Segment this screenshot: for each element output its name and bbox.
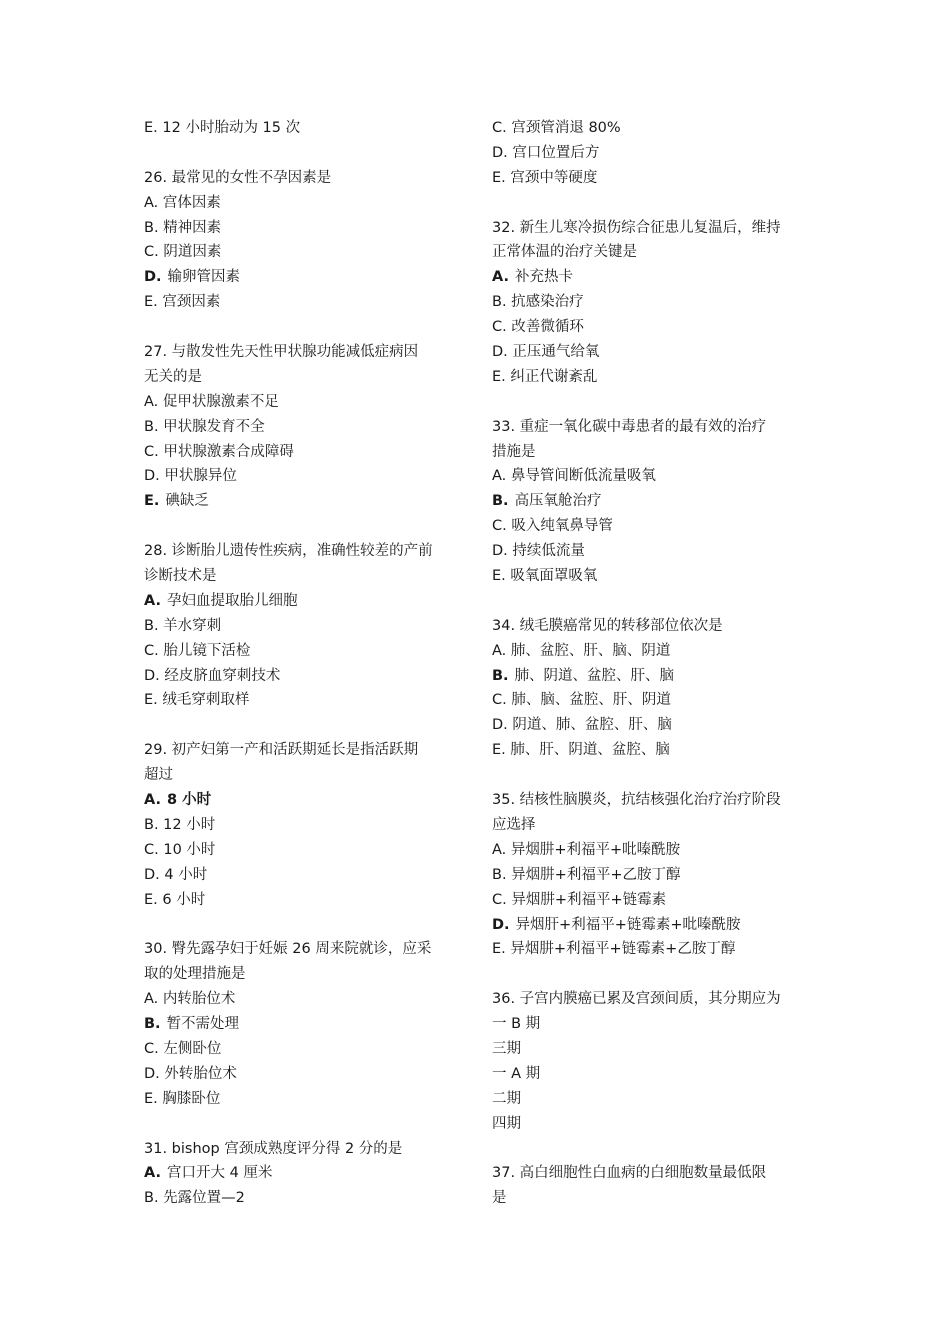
question-text: 31. bishop 宫颈成熟度评分得 2 分的是 [144, 1140, 403, 1157]
block-spacer [492, 763, 822, 788]
answer-option: B. 异烟肼+利福平+乙胺丁醇 [492, 866, 681, 883]
question-block [492, 614, 822, 763]
question-text: 诊断技术是 [144, 568, 217, 585]
block-spacer [144, 514, 474, 539]
option-text: 碘缺乏 [165, 493, 209, 510]
correct-answer-option [492, 265, 822, 290]
question-block [144, 166, 474, 315]
question-text: 30. 臀先露孕妇于妊娠 26 周来院就诊，应采 [144, 941, 432, 958]
answer-option: E. 胸膝卧位 [144, 1090, 221, 1107]
answer-option: A. 鼻导管间断低流量吸氧 [492, 468, 656, 485]
answer-option: D. 经皮脐血穿刺技术 [144, 667, 281, 684]
answer-option: E. 宫颈因素 [144, 294, 221, 311]
option-label: B. [492, 493, 509, 510]
answer-option: C. 宫颈管消退 80% [492, 120, 621, 136]
question-block [144, 116, 474, 141]
option-label: B. [144, 1016, 161, 1033]
answer-option: C. 改善微循环 [492, 319, 584, 336]
question-text: 一 B 期 [492, 1016, 541, 1033]
answer-option: C. 左侧卧位 [144, 1040, 222, 1057]
answer-option: C. 吸入纯氧鼻导管 [492, 518, 613, 535]
answer-option: A. 宫体因素 [144, 194, 221, 211]
question-block [492, 788, 822, 962]
option-text: 输卵管因素 [167, 269, 241, 286]
option-text: 高压氧舱治疗 [514, 493, 602, 510]
answer-option: C. 胎儿镜下活检 [144, 642, 251, 659]
answer-option: A. 异烟肼+利福平+吡嗪酰胺 [492, 841, 681, 858]
answer-option: B. 甲状腺发育不全 [144, 418, 265, 435]
block-spacer [492, 390, 822, 415]
question-block [144, 738, 474, 912]
question-block [144, 1137, 474, 1212]
answer-option: E. 12 小时胎动为 15 次 [144, 120, 301, 136]
answer-option: A. 肺、盆腔、肝、脑、阴道 [492, 642, 671, 659]
option-text: 肺、阴道、盆腔、肝、脑 [514, 667, 675, 684]
answer-option: D. 外转胎位术 [144, 1065, 237, 1082]
option-label: B. [492, 667, 509, 684]
question-block [492, 987, 822, 1136]
block-spacer [144, 141, 474, 166]
question-text: 措施是 [492, 443, 536, 460]
question-text: 取的处理措施是 [144, 966, 246, 983]
answer-option: D. 甲状腺异位 [144, 468, 237, 485]
block-spacer [492, 191, 822, 216]
answer-option: B. 精神因素 [144, 219, 222, 236]
option-label: A. [144, 792, 161, 809]
question-text: 四期 [492, 1115, 521, 1132]
answer-option: E. 异烟肼+利福平+链霉素+乙胺丁醇 [492, 941, 736, 958]
answer-option: E. 宫颈中等硬度 [492, 169, 598, 186]
question-block [144, 340, 474, 514]
correct-answer-option [144, 265, 474, 290]
answer-option: C. 甲状腺激素合成障碍 [144, 443, 294, 460]
block-spacer [492, 1137, 822, 1162]
block-spacer [144, 1112, 474, 1137]
answer-option: D. 宫口位置后方 [492, 144, 600, 161]
block-spacer [144, 913, 474, 938]
block-spacer [144, 315, 474, 340]
question-block [144, 937, 474, 1111]
question-text: 34. 绒毛膜癌常见的转移部位依次是 [492, 617, 723, 634]
answer-option: B. 羊水穿刺 [144, 617, 222, 634]
option-text: 异烟肝+利福平+链霉素+吡嗪酰胺 [515, 916, 741, 933]
correct-answer-option [492, 664, 822, 689]
question-text: 应选择 [492, 816, 536, 833]
answer-option: A. 内转胎位术 [144, 991, 236, 1008]
answer-option: D. 持续低流量 [492, 543, 585, 560]
question-block [492, 415, 822, 589]
question-text: 36. 子宫内膜癌已累及宫颈间质，其分期应为 [492, 991, 781, 1008]
answer-option: E. 纠正代谢紊乱 [492, 368, 598, 385]
option-text: 孕妇血提取胎儿细胞 [167, 592, 298, 609]
answer-option: C. 异烟肼+利福平+链霉素 [492, 891, 667, 908]
question-text: 28. 诊断胎儿遗传性疾病，准确性较差的产前 [144, 543, 433, 560]
correct-answer-option [144, 589, 474, 614]
answer-option: C. 10 小时 [144, 841, 216, 858]
option-label: A. [144, 1165, 161, 1182]
option-label: D. [144, 269, 162, 286]
correct-answer-option [144, 1161, 474, 1186]
question-text: 37. 高白细胞性白血病的白细胞数量最低限 [492, 1165, 767, 1182]
question-text: 二期 [492, 1090, 521, 1107]
option-label: E. [144, 493, 160, 510]
question-text: 是 [492, 1190, 507, 1207]
answer-option: C. 阴道因素 [144, 244, 222, 261]
block-spacer [492, 962, 822, 987]
answer-option: B. 12 小时 [144, 816, 216, 833]
question-text: 正常体温的治疗关键是 [492, 244, 637, 261]
question-text: 29. 初产妇第一产和活跃期延长是指活跃期 [144, 742, 419, 759]
option-label: A. [492, 269, 509, 286]
correct-answer-option [492, 913, 822, 938]
left-column [144, 116, 474, 1211]
answer-option: D. 正压通气给氧 [492, 344, 600, 361]
question-block [492, 216, 822, 390]
question-text: 32. 新生儿寒冷损伤综合征患儿复温后，维持 [492, 219, 781, 236]
answer-option: B. 抗感染治疗 [492, 294, 584, 311]
question-text: 35. 结核性脑膜炎，抗结核强化治疗治疗阶段 [492, 792, 781, 809]
correct-answer-option [144, 788, 474, 813]
answer-option: E. 绒毛穿刺取样 [144, 692, 250, 709]
option-label: A. [144, 592, 161, 609]
question-text: 33. 重症一氧化碳中毒患者的最有效的治疗 [492, 418, 767, 435]
answer-option: C. 肺、脑、盆腔、肝、阴道 [492, 692, 671, 709]
option-label: D. [492, 916, 510, 933]
option-text: 8 小时 [167, 792, 212, 809]
question-block [492, 1161, 822, 1211]
option-text: 暂不需处理 [166, 1016, 240, 1033]
answer-option: D. 4 小时 [144, 866, 208, 883]
question-text: 27. 与散发性先天性甲状腺功能减低症病因 [144, 344, 419, 361]
option-text: 补充热卡 [515, 269, 573, 286]
answer-option: B. 先露位置—2 [144, 1190, 245, 1207]
option-text: 宫口开大 4 厘米 [167, 1165, 273, 1182]
answer-option: D. 阴道、肺、盆腔、肝、脑 [492, 717, 672, 734]
correct-answer-option [144, 1012, 474, 1037]
question-block [144, 539, 474, 713]
block-spacer [144, 713, 474, 738]
question-text: 三期 [492, 1040, 521, 1057]
answer-option: E. 肺、肝、阴道、盆腔、脑 [492, 742, 670, 759]
question-text: 无关的是 [144, 368, 202, 385]
question-text: 一 A 期 [492, 1065, 541, 1082]
answer-option: A. 促甲状腺激素不足 [144, 393, 279, 410]
question-block [492, 116, 822, 191]
block-spacer [492, 589, 822, 614]
answer-option: E. 吸氧面罩吸氧 [492, 568, 598, 585]
question-text: 26. 最常见的女性不孕因素是 [144, 169, 332, 186]
question-text: 超过 [144, 767, 173, 784]
right-column [492, 116, 822, 1211]
correct-answer-option [144, 489, 474, 514]
answer-option: E. 6 小时 [144, 891, 206, 908]
correct-answer-option [492, 489, 822, 514]
